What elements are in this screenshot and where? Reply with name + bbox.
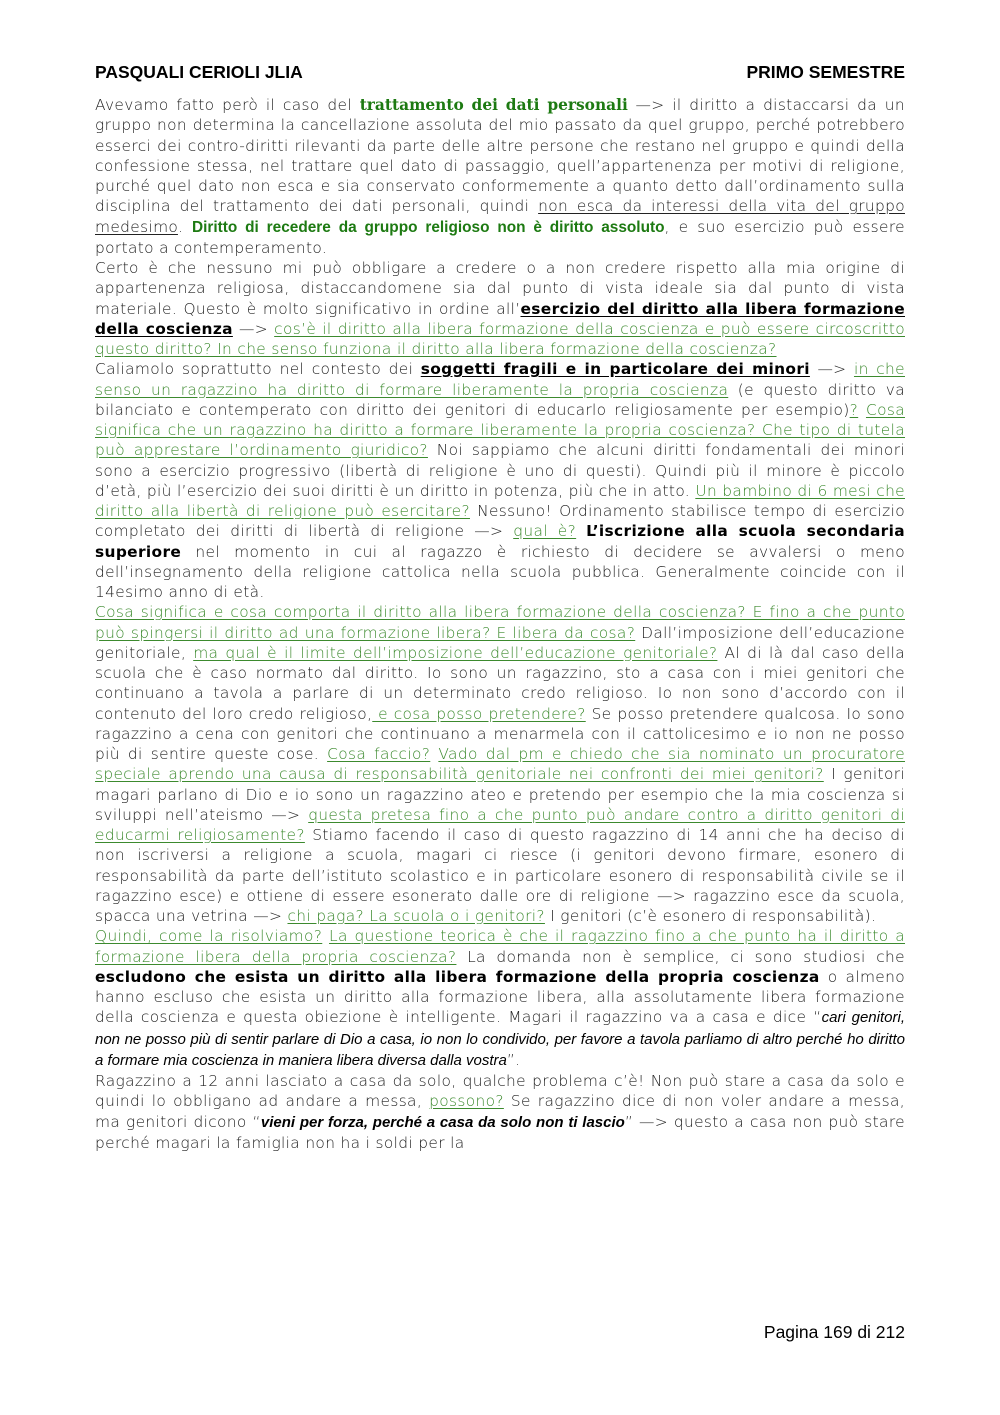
text-run: Se posso pretendere qualcosa. Io sono ragazzino a cena con genitori che continuano a menarmela con il cattolicesimo e io non ne posso più di sentire queste cose. xyxy=(95,704,905,763)
text-run: Al di là dal caso della scuola che è caso normato dal diritto. Io sono un ragazzino, sto a casa con i miei genitori che continuano a tavola a parlare di un determinato credo religioso. Io non sono d’accordo con il contenuto del loro credo religioso, xyxy=(95,643,905,723)
highlighted-question: Vado dal pm e chiedo che sia nominato un procuratore speciale aprendo una causa di responsabilità genitoriale nei confronti dei miei genitori? xyxy=(95,745,906,784)
semester-label: PRIMO SEMESTRE xyxy=(746,62,905,82)
emphasized-text: trattamento dei dati personali xyxy=(359,96,628,114)
text-run: Certo è che nessuno mi può obbligare a credere o a non credere rispetto alla mia origine di appartenenza religiosa, distaccandomene sia dal punto di vista ideale sia dal punto di vista materiale. Questo è molto significativo in ordine all’ xyxy=(95,259,905,318)
text-run: Ragazzino a 12 anni lasciato a casa da solo, qualche problema c’è! Non può stare a casa da solo e quindi lo obbligano ad andare a messa, xyxy=(95,1072,905,1111)
highlighted-question: cos’è il diritto alla libera formazione della coscienza e può essere circoscritto questo diritto? In che senso funziona il diritto alla libera formazione della coscienza? xyxy=(95,319,905,358)
text-run: Stiamo facendo il caso di questo ragazzino di 14 anni che ha deciso di non iscriversi a religione a scuola, magari ci riesce (i genitori devono firmare, esonero di responsabilità da parte dell’istituto scolastico e in particolare esonero di responsabilità civile se il ragazzino esce) e ottiene di essere esonerato dalle ore di religione —> ragazzino esce da scuola, spacca una vetrina —> xyxy=(95,826,905,925)
text-run: Avevamo fatto però il caso del xyxy=(95,96,360,114)
text-run: o almeno hanno escluso che esista un diritto alla formazione libera, alla assolutamente libera formazione della coscienza e questa obiezione è intelligente. Magari il ragazzino va a casa e dice “ xyxy=(95,967,905,1027)
highlighted-question: qual è? xyxy=(513,522,577,541)
emphasized-text: escludono che esista un diritto alla libera formazione della propria coscienza xyxy=(95,967,820,986)
paragraph xyxy=(95,602,905,926)
text-run: —> xyxy=(232,319,275,338)
emphasized-text: esercizio del diritto alla libera formazione della coscienza xyxy=(95,299,905,338)
text-run: La domanda non è semplice, ci sono studiosi che xyxy=(456,947,905,966)
text-run: ”. xyxy=(506,1050,521,1069)
paragraph xyxy=(95,258,905,359)
author-name: PASQUALI CERIOLI JLIA xyxy=(95,62,303,82)
text-run: I genitori (c’è esonero di responsabilità). xyxy=(544,907,877,925)
emphasized-text: Diritto di recedere da gruppo religioso non è diritto assoluto xyxy=(192,218,665,236)
highlighted-question: e cosa posso pretendere? xyxy=(372,704,586,723)
text-run: Se ragazzino dice di non voler andare a messa, ma genitori dicono “ xyxy=(95,1092,905,1131)
text-run: . xyxy=(177,217,192,236)
document-body xyxy=(95,95,905,1153)
highlighted-question: chi paga? La scuola o i genitori? xyxy=(287,907,545,925)
text-run: —> il diritto a distaccarsi da un gruppo non determina la cancellazione assoluta del mio passato da quel gruppo, perché potrebbero esserci dei contro-diritti rilevanti da parte delle altre persone che restano nel gruppo e quindi della confessione stessa, nel trattare quel dato di passaggio, quell’appartenenza per motivi di religione, purché quel dato non esca e sia conservato conformemente a quanto detto dall’ordinamento sulla disciplina del trattamento dei dati personali, quindi xyxy=(95,96,906,216)
highlighted-question: Cosa significa che un ragazzino ha diritto a formare liberamente la propria coscienza? Che tipo di tutela può apprestare l’ordinamento giuridico? xyxy=(95,400,905,460)
text-run: Noi sappiamo che alcuni diritti fondamentali dei minori sono a esercizio progressivo (libertà di religione è uno di questi). Quindi più il minore è piccolo d’età, più l’esercizio dei suoi diritti è un diritto in potenza, più che in atto. xyxy=(95,441,905,500)
highlighted-question: Quindi, come la risolviamo? xyxy=(95,927,323,946)
text-run: , e suo esercizio può essere portato a contemperamento. xyxy=(95,217,905,257)
paragraph xyxy=(95,359,905,602)
quoted-speech: vieni per forza, perché a casa da solo non ti lascio xyxy=(260,1113,625,1131)
text-run: nel momento in cui al ragazzo è richiesto di decidere se avvalersi o meno dell’insegnamento della religione cattolica nella scuola pubblica. Generalmente coincide con il 14esimo anno di età. xyxy=(95,542,905,601)
emphasized-text: soggetti fragili e in particolare dei minori xyxy=(420,360,810,379)
highlighted-question: Un bambino di 6 mesi che diritto alla libertà di religione può esercitare? xyxy=(95,481,905,520)
text-run: —> xyxy=(809,360,854,379)
page-header xyxy=(95,62,905,86)
text-run: (e questo diritto va bilanciato e contemperato con diritto dei genitori di educarlo religiosamente per esempio) xyxy=(95,380,905,419)
quoted-speech: cari genitori, non ne posso più di sentir parlare di Dio a casa, io non lo condivido, per favore a tavola parliamo di altro perché ho diritto a formare mia coscienza in maniera libera diversa dalla vostra xyxy=(95,1009,905,1069)
text-run: Dall’imposizione dell’educazione genitoriale, xyxy=(95,623,905,662)
text-run: Caliamolo soprattutto nel contesto dei xyxy=(95,360,421,379)
text-run: I genitori magari parlano di Dio e io sono un ragazzino ateo e pretendo per esempio che la mia coscienza si sviluppi nell’ateismo —> xyxy=(95,765,906,824)
text-run: non esca da interessi della vita del gruppo medesimo xyxy=(95,197,905,236)
highlighted-question: in che senso un ragazzino ha diritto di formare liberamente la propria coscienza xyxy=(95,360,905,399)
text-run: Nessuno! Ordinamento stabilisce tempo di esercizio completato dei diritti di libertà di religione —> xyxy=(95,502,905,541)
highlighted-question: ma qual è il limite dell’imposizione dell’educazione genitoriale? xyxy=(193,643,718,662)
highlighted-question: possono? xyxy=(429,1092,504,1111)
text-run: ” —> questo a casa non può stare perché magari la famiglia non ha i soldi per la xyxy=(95,1112,905,1152)
text-run xyxy=(858,401,866,419)
highlighted-question: questa pretesa fino a che punto può andare contro a diritto genitori di educarmi religiosamente? xyxy=(95,805,905,844)
highlighted-question: La questione teorica è che il ragazzino fino a che punto ha il diritto a formazione libera della propria coscienza? xyxy=(95,927,906,966)
paragraph xyxy=(95,1071,905,1153)
highlighted-question: ? xyxy=(849,400,859,419)
highlighted-question: Cosa significa e cosa comporta il diritto alla libera formazione della coscienza? E fino a che punto può spingersi il diritto ad una formazione libera? E libera da cosa? xyxy=(95,603,905,642)
paragraph xyxy=(95,95,905,258)
paragraph xyxy=(95,926,905,1071)
text-run xyxy=(576,522,586,540)
highlighted-question: Cosa faccio? xyxy=(327,745,431,763)
emphasized-text: L’iscrizione alla scuola secondaria superiore xyxy=(95,522,905,561)
page-number: Pagina 169 di 212 xyxy=(763,1322,905,1342)
